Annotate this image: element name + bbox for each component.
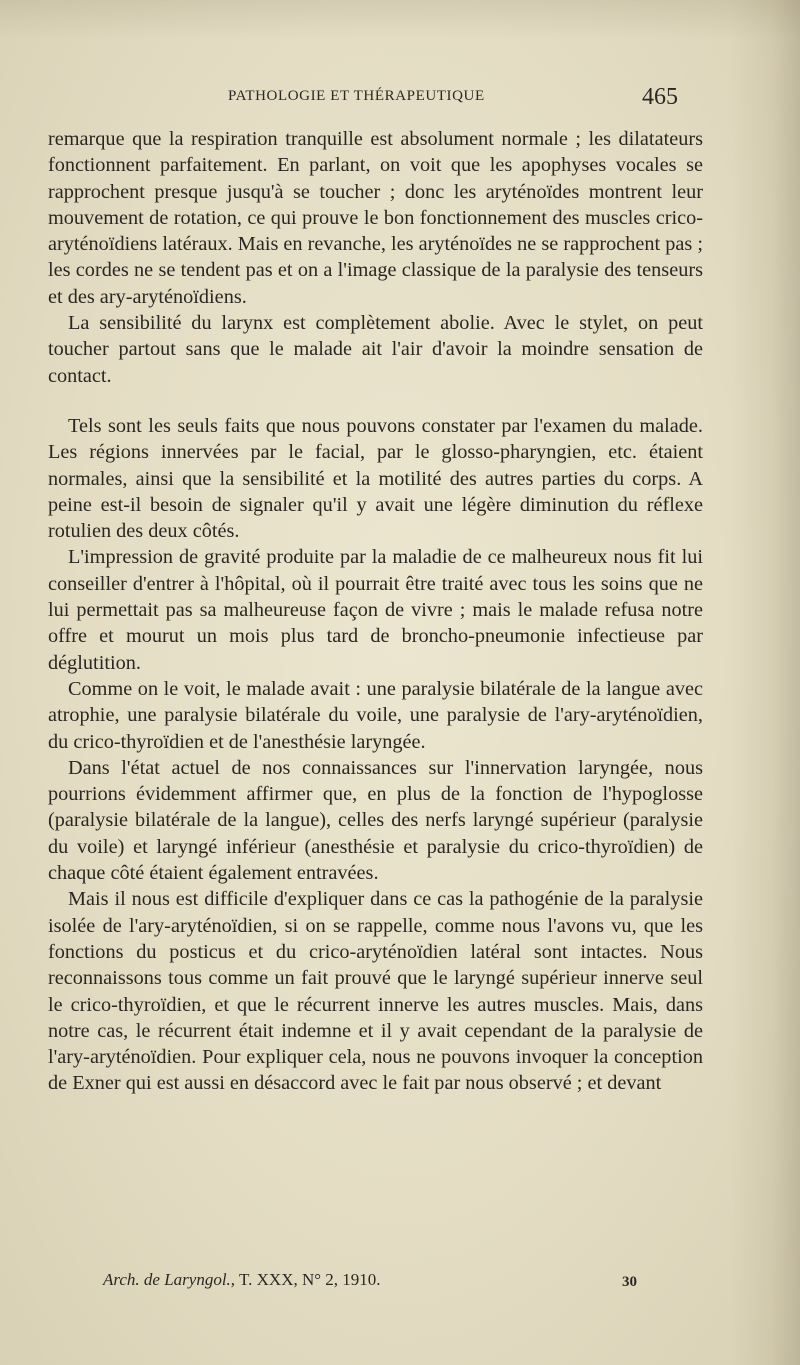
journal-citation xyxy=(103,1270,381,1290)
signature-mark: 30 xyxy=(622,1274,637,1290)
page-shadow-top xyxy=(0,0,800,40)
journal-title: Arch. de Laryngol., xyxy=(103,1270,236,1289)
paragraph: remarque que la respiration tranquille est absolument normale ; les dilatateurs fonctionnent parfaitement. En parlant, on voit que les apophyses vocales se rapprochent presque jusqu'à se toucher ; donc les aryténoïdes montrent leur mouvement de rotation, ce qui prouve le bon fonctionnement des muscles crico-aryténoïdiens latéraux. Mais en revanche, les aryténoïdes ne se rapprochent pas ; les cordes ne se tendent pas et on a l'image classique de la paralysie des tenseurs et des ary-aryténoïdiens. xyxy=(48,128,703,308)
body-text xyxy=(48,126,703,1097)
paragraph: Dans l'état actuel de nos connaissances sur l'innervation laryngée, nous pourrions évidemment affirmer que, en plus de la fonction de l'hypoglosse (paralysie bilatérale de la langue), celles des nerfs laryngé supérieur (paralysie du voile) et laryngé inférieur (anesthésie et paralysie du crico-thyroïdien) de chaque côté étaient également entravées. xyxy=(48,756,703,885)
paragraph: L'impression de gravité produite par la maladie de ce malheureux nous fit lui conseiller d'entrer à l'hôpital, où il pourrait être traité avec tous les soins que ne lui permettait pas sa malheureuse façon de vivre ; mais le malade refusa notre offre et mourut un mois plus tard de broncho-pneumonie infectieuse par déglutition. xyxy=(48,546,703,674)
paragraph: Comme on le voit, le malade avait : une paralysie bilatérale de la langue avec atrophie, une paralysie bilatérale du voile, une paralysie de l'ary-aryténoïdien, du crico-thyroïdien et de l'anesthésie laryngée. xyxy=(48,677,703,753)
paragraph: Mais il nous est difficile d'expliquer dans ce cas la pathogénie de la paralysie isolée de l'ary-aryténoïdien, si on se rappelle, comme nous l'avons vu, que les fonctions du posticus et du crico-aryténoïdien latéral sont intactes. Nous reconnaissons tous comme un fait prouvé que le laryngé supérieur innerve seul le crico-thyroïdien, et que le récurrent innerve les autres muscles. Mais, dans notre cas, le récurrent était indemne et il y avait cependant de la paralysie de l'ary-aryténoïdien. Pour expliquer cela, nous ne pouvons invoquer la conception de Exner qui est aussi en désaccord avec le fait par nous observé ; et devant xyxy=(48,888,703,1095)
running-title: PATHOLOGIE ET THÉRAPEUTIQUE xyxy=(228,88,485,104)
paragraph: La sensibilité du larynx est complètement abolie. Avec le stylet, on peut toucher partout sans que le malade ait l'air d'avoir la moindre sensation de contact. xyxy=(48,312,703,387)
paragraph: Tels sont les seuls faits que nous pouvons constater par l'examen du malade. Les régions innervées par le facial, par le glosso-pharyngien, etc. étaient normales, ainsi que la sensibilité et la motilité des autres parties du corps. A peine est-il besoin de signaler qu'il y avait une légère diminution du réflexe rotulien des deux côtés. xyxy=(48,414,703,543)
page-number: 465 xyxy=(642,84,678,110)
journal-volume: T. XXX, N° 2, 1910. xyxy=(239,1270,381,1289)
page-shadow-right xyxy=(730,0,800,1365)
page-footer xyxy=(0,1270,800,1296)
running-header xyxy=(0,86,800,110)
